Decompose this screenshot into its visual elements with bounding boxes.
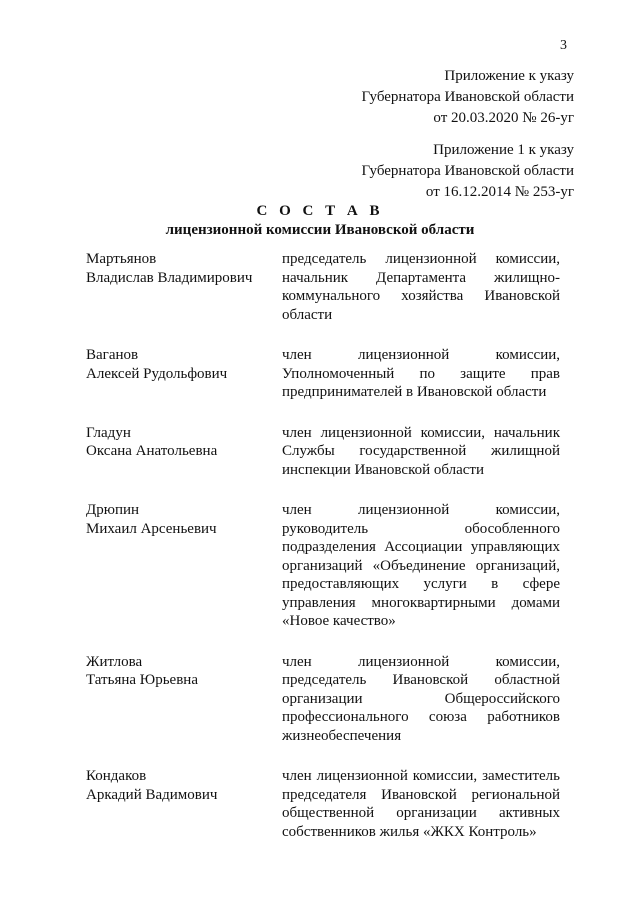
member-row	[86, 501, 562, 631]
appendix-line: от 16.12.2014 № 253-уг	[425, 184, 574, 200]
member-row	[86, 250, 562, 324]
member-row	[86, 767, 562, 841]
document-subtitle: лицензионной комиссии Ивановской области	[165, 222, 475, 238]
appendix-line: Губернатора Ивановской области	[361, 163, 574, 179]
member-name	[86, 424, 282, 480]
member-role: член лицензионной комиссии, Уполномоченный по защите прав предпринимателей в Ивановской области	[282, 347, 560, 400]
page-number: 3	[560, 38, 567, 53]
member-role: член лицензионной комиссии, председатель Ивановской областной организации Общероссийского профессионального союза работников жизнеобеспечения	[282, 653, 560, 744]
member-given-names: Михаил Арсеньевич	[86, 520, 217, 537]
member-name	[86, 501, 282, 631]
member-name	[86, 346, 282, 402]
member-role: председатель лицензионной комиссии, начальник Департамента жилищно-коммунального хозяйства Ивановской области	[282, 251, 560, 323]
appendix-line: от 20.03.2020 № 26-уг	[433, 110, 574, 126]
member-surname: Кондаков	[86, 768, 147, 784]
appendix-line: Приложение к указу	[444, 68, 574, 84]
commission-members-list	[86, 250, 562, 863]
member-name	[86, 653, 282, 746]
member-given-names: Аркадий Вадимович	[86, 786, 218, 803]
document-title: С О С Т А В	[256, 203, 384, 219]
appendix-line: Приложение 1 к указу	[433, 142, 574, 158]
member-given-names: Оксана Анатольевна	[86, 443, 218, 459]
member-surname: Гладун	[86, 424, 131, 441]
member-row	[86, 424, 562, 480]
member-surname: Мартьянов	[86, 251, 157, 267]
member-role: член лицензионной комиссии, руководитель обособленного подразделения Ассоциации управляющих организаций «Объединение организаций, предоставляющих услуги в сфере управления многоквартирными домами «Новое качество»	[282, 502, 560, 629]
member-given-names: Алексей Рудольфович	[86, 365, 228, 382]
member-surname: Ваганов	[86, 347, 139, 363]
member-role: член лицензионной комиссии, заместитель председателя Ивановской региональной общественной организации активных собственников жилья «ЖКХ Контроль»	[282, 768, 560, 840]
member-surname: Житлова	[86, 653, 143, 670]
member-role: член лицензионной комиссии, начальник Службы государственной жилищной инспекции Ивановской области	[282, 424, 560, 478]
member-given-names: Татьяна Юрьевна	[86, 672, 198, 688]
member-row	[86, 653, 562, 746]
member-surname: Дрюпин	[86, 502, 140, 518]
appendix-reference-current	[361, 66, 574, 129]
document-heading	[0, 202, 640, 241]
member-given-names: Владислав Владимирович	[86, 269, 253, 286]
member-name	[86, 250, 282, 324]
appendix-line: Губернатора Ивановской области	[361, 89, 574, 105]
member-name	[86, 767, 282, 841]
appendix-reference-original	[361, 140, 574, 203]
member-row	[86, 346, 562, 402]
